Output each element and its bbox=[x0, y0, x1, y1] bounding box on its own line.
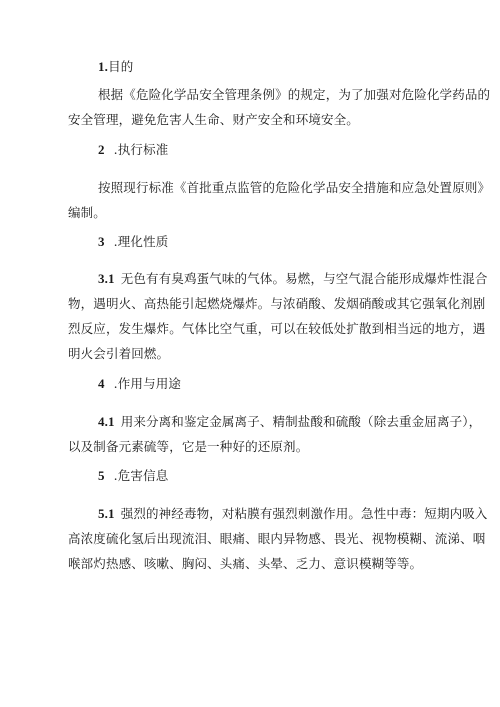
section-number: 2 bbox=[98, 142, 105, 157]
section-5-line-1: 5.1 强烈的神经毒物，对粘膜有强烈刺激作用。急性中毒：短期内吸入 bbox=[98, 506, 488, 521]
section-title: .执行标准 bbox=[113, 142, 169, 157]
section-4-heading bbox=[98, 376, 181, 392]
section-title: 目的 bbox=[108, 59, 134, 74]
section-3-line-2: 物，遇明火、高热能引起燃烧爆炸。与浓硝酸、发烟硝酸或其它强氧化剂剧 bbox=[68, 296, 486, 311]
section-3-line-1: 3.1 无色有有臭鸡蛋气味的气体。易燃，与空气混合能形成爆炸性混合 bbox=[98, 271, 488, 286]
section-5-line-3: 喉部灼热感、咳嗽、胸闷、头痛、头晕、乏力、意识模糊等等。 bbox=[68, 556, 423, 571]
section-5-heading bbox=[98, 468, 168, 484]
section-number: 1. bbox=[98, 59, 109, 74]
section-2-line-2: 编制。 bbox=[68, 205, 106, 220]
section-2-line-1: 按照现行标准《首批重点监管的危险化学品安全措施和应急处置原则》 bbox=[98, 180, 491, 195]
section-number: 5 bbox=[98, 468, 105, 483]
subsection-number: 5.1 bbox=[98, 506, 115, 521]
section-title: .作用与用途 bbox=[113, 376, 182, 391]
section-3-heading bbox=[98, 234, 168, 250]
section-title: .危害信息 bbox=[113, 468, 169, 483]
section-4-line-2: 以及制备元素硫等，它是一种好的还原剂。 bbox=[68, 439, 309, 454]
section-3-line-4: 明火会引着回燃。 bbox=[68, 346, 170, 361]
section-5-line-2: 高浓度硫化氢后出现流泪、眼痛、眼内异物感、畏光、视物模糊、流涕、咽 bbox=[68, 531, 486, 546]
section-1-heading bbox=[98, 59, 133, 75]
subsection-number: 4.1 bbox=[98, 414, 115, 429]
section-3-line-3: 烈反应，发生爆炸。气体比空气重，可以在较低处扩散到相当远的地方，遇 bbox=[68, 321, 486, 336]
section-1-line-2: 安全管理，避免危害人生命、财产安全和环境安全。 bbox=[68, 112, 359, 127]
subsection-number: 3.1 bbox=[98, 271, 115, 286]
section-number: 4 bbox=[98, 376, 105, 391]
section-2-heading bbox=[98, 142, 168, 158]
section-number: 3 bbox=[98, 234, 105, 249]
section-4-line-1: 4.1 用来分离和鉴定金属离子、精制盐酸和硫酸（除去重金屈离子）， bbox=[98, 414, 482, 429]
section-title: .理化性质 bbox=[113, 234, 169, 249]
section-1-line-1: 根据《危险化学品安全管理条例》的规定，为了加强对危险化学药品的 bbox=[98, 87, 491, 102]
